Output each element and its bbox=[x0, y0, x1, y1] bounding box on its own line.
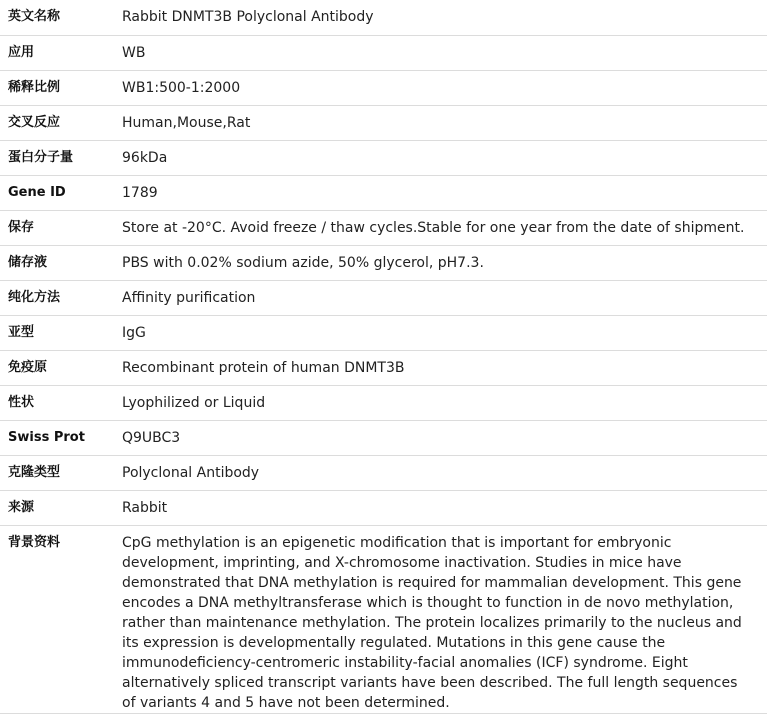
spec-label: 克隆类型 bbox=[0, 455, 114, 490]
spec-value-background: CpG methylation is an epigenetic modification that is important for embryonic development, imprinting, and X-chromosome inactivation. Studies in mice have demonstrated that DNA methylation is required for mammalian development. This gene encodes a DNA methyltransferase which is thought to function in de novo methylation, rather than maintenance methylation. The protein localizes primarily to the nucleus and its expression is developmentally regulated. Mutations in this gene cause the immunodeficiency-centromeric instability-facial anomalies (ICF) syndrome. Eight alternatively spliced transcript variants have been described. The full length sequences of variants 4 and 5 have not been determined. bbox=[114, 525, 767, 713]
spec-label: 保存 bbox=[0, 210, 114, 245]
spec-value: Q9UBC3 bbox=[114, 420, 767, 455]
spec-value: Lyophilized or Liquid bbox=[114, 385, 767, 420]
spec-row-swiss-prot bbox=[0, 420, 767, 455]
spec-value: 96kDa bbox=[114, 140, 767, 175]
spec-label: 应用 bbox=[0, 35, 114, 70]
spec-row-application bbox=[0, 35, 767, 70]
spec-row-storage-buffer bbox=[0, 245, 767, 280]
spec-row-form bbox=[0, 385, 767, 420]
spec-label: 性状 bbox=[0, 385, 114, 420]
spec-value: Rabbit bbox=[114, 490, 767, 525]
spec-value: PBS with 0.02% sodium azide, 50% glycerol, pH7.3. bbox=[114, 245, 767, 280]
spec-label: 储存液 bbox=[0, 245, 114, 280]
spec-row-background bbox=[0, 525, 767, 713]
spec-row-purification bbox=[0, 280, 767, 315]
spec-value: IgG bbox=[114, 315, 767, 350]
spec-row-gene-id bbox=[0, 175, 767, 210]
spec-label: 英文名称 bbox=[0, 0, 114, 35]
spec-value: Rabbit DNMT3B Polyclonal Antibody bbox=[114, 0, 767, 35]
spec-label: 纯化方法 bbox=[0, 280, 114, 315]
spec-row-storage bbox=[0, 210, 767, 245]
spec-row-dilution bbox=[0, 70, 767, 105]
spec-value: Polyclonal Antibody bbox=[114, 455, 767, 490]
spec-value: Affinity purification bbox=[114, 280, 767, 315]
spec-value: Store at -20°C. Avoid freeze / thaw cycles.Stable for one year from the date of shipment. bbox=[114, 210, 767, 245]
spec-label: Gene ID bbox=[0, 175, 114, 210]
spec-label: 背景资料 bbox=[0, 525, 114, 713]
spec-row-immunogen bbox=[0, 350, 767, 385]
spec-value: Recombinant protein of human DNMT3B bbox=[114, 350, 767, 385]
spec-value: WB1:500-1:2000 bbox=[114, 70, 767, 105]
spec-label: 稀释比例 bbox=[0, 70, 114, 105]
spec-row-isotype bbox=[0, 315, 767, 350]
spec-row-host bbox=[0, 490, 767, 525]
spec-value: Human,Mouse,Rat bbox=[114, 105, 767, 140]
spec-value: WB bbox=[114, 35, 767, 70]
spec-label: 来源 bbox=[0, 490, 114, 525]
spec-label: 亚型 bbox=[0, 315, 114, 350]
spec-row-english-name bbox=[0, 0, 767, 35]
spec-row-cross-reactivity bbox=[0, 105, 767, 140]
spec-label: 蛋白分子量 bbox=[0, 140, 114, 175]
spec-label: Swiss Prot bbox=[0, 420, 114, 455]
spec-label: 交叉反应 bbox=[0, 105, 114, 140]
spec-row-clonality bbox=[0, 455, 767, 490]
spec-label: 免疫原 bbox=[0, 350, 114, 385]
spec-row-molecular-weight bbox=[0, 140, 767, 175]
spec-value: 1789 bbox=[114, 175, 767, 210]
